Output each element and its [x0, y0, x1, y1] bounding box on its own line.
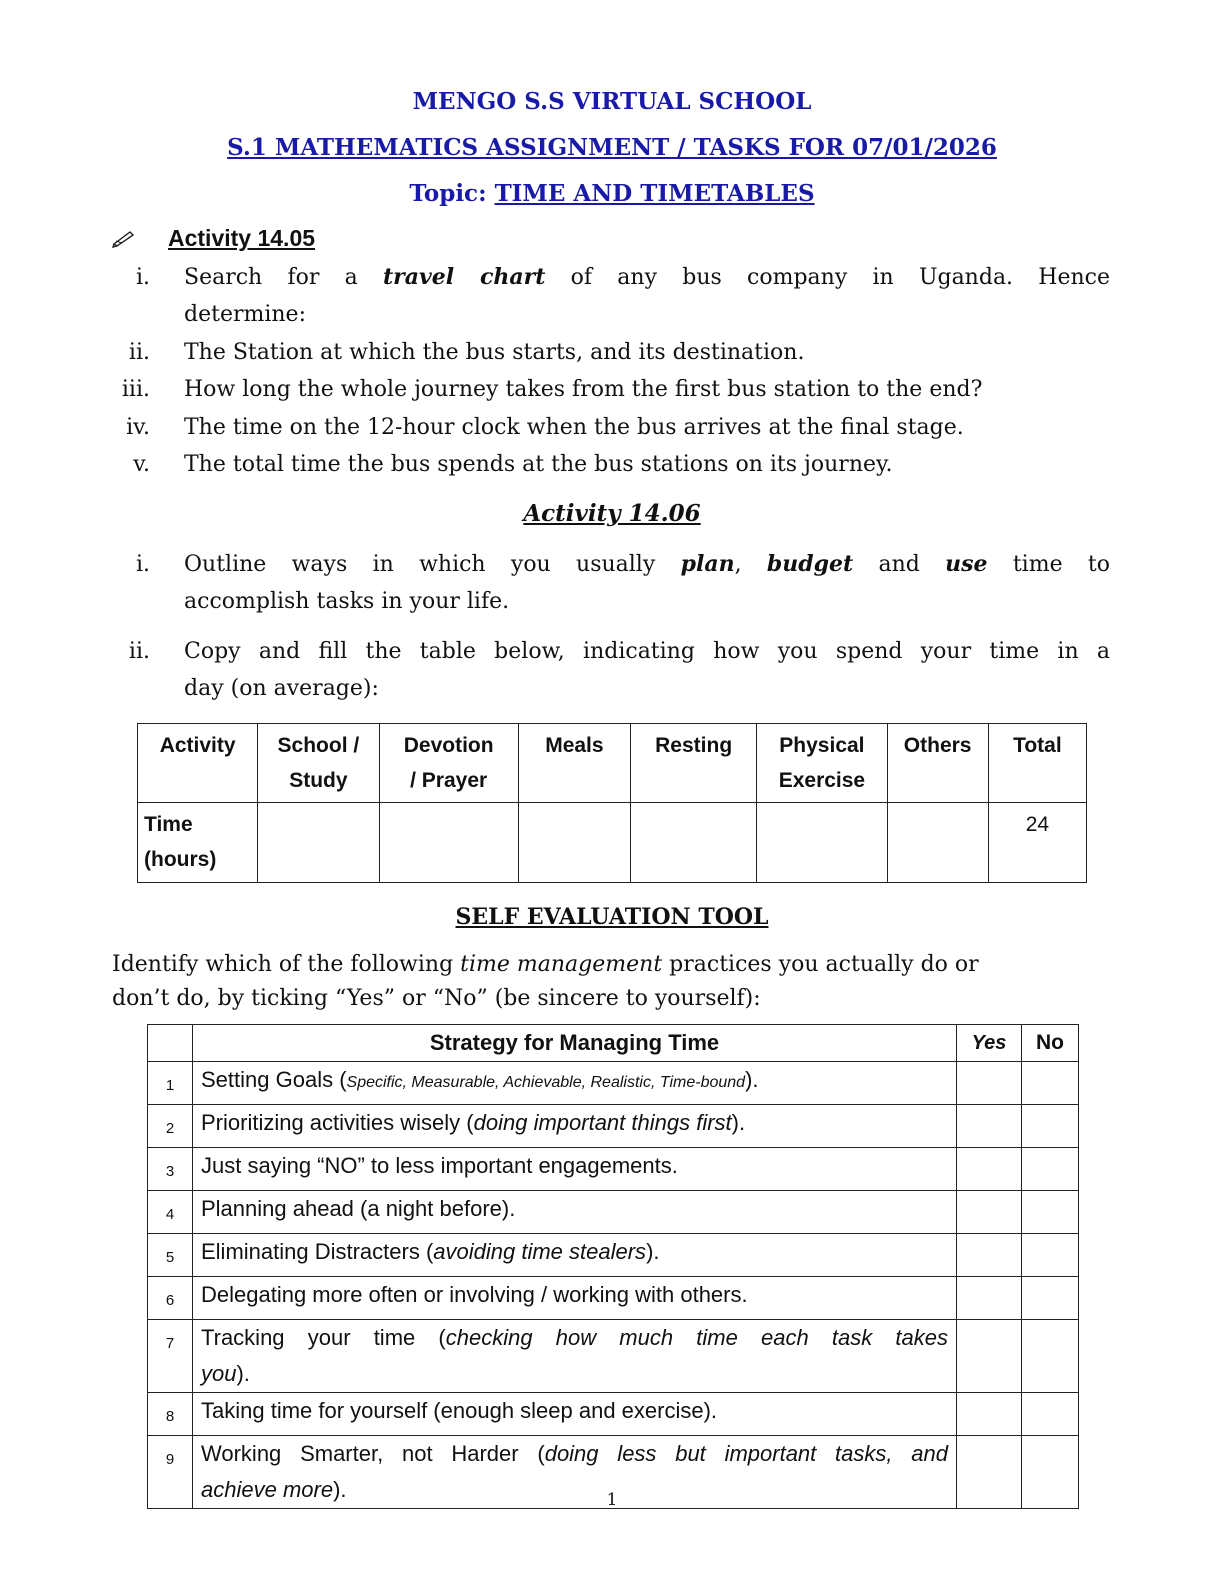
activity-1406-title	[0, 500, 1224, 527]
item-number: i.	[135, 265, 150, 290]
strategy-text-b: ).	[745, 1067, 759, 1092]
strategy-text-a: Eliminating Distracters (	[201, 1239, 434, 1264]
strategy-emphasis-2: achieve more	[201, 1477, 334, 1502]
item-number: iv.	[126, 415, 150, 440]
self-evaluation-title	[0, 904, 1224, 930]
item-number: v.	[133, 452, 150, 477]
strategy-text: Taking time for yourself (enough sleep and exercise).	[193, 1393, 957, 1436]
strategy-emphasis: checking how much time each task takes	[445, 1325, 948, 1350]
no-checkbox-cell[interactable]	[1022, 1393, 1079, 1436]
item-text-a: Outline ways in which you usually	[184, 552, 681, 577]
row-number: 6	[148, 1277, 193, 1320]
cell-resting[interactable]	[631, 803, 757, 883]
topic-value: TIME AND TIMETABLES	[494, 180, 815, 207]
header-text: Study	[289, 769, 348, 792]
header-text: Others	[903, 734, 972, 757]
assignment-title-text: S.1 MATHEMATICS ASSIGNMENT / TASKS FOR 07/01/2026	[227, 134, 997, 161]
header-text: / Prayer	[410, 769, 488, 792]
item-text	[184, 259, 1110, 296]
intro-text-b: practices you actually do or	[662, 952, 979, 977]
strategy-text-a: Working Smarter, not Harder (	[201, 1441, 545, 1466]
yes-checkbox-cell[interactable]	[957, 1191, 1022, 1234]
header-text: Total	[1013, 734, 1062, 757]
yes-checkbox-cell[interactable]	[957, 1234, 1022, 1277]
strategy-emphasis-2: you	[201, 1361, 237, 1386]
yes-checkbox-cell[interactable]	[957, 1148, 1022, 1191]
strategy-line-1	[201, 1436, 948, 1472]
row-label-text: (hours)	[144, 848, 217, 871]
cell-total: 24	[988, 803, 1086, 883]
table-row	[148, 1393, 1079, 1436]
item-text: The time on the 12-hour clock when the bus arrives at the final stage.	[184, 415, 964, 440]
item-text-pre: Search for a	[184, 265, 383, 290]
header-resting	[631, 724, 757, 803]
strategy-emphasis: Specific, Measurable, Achievable, Realistic, Time-bound	[346, 1074, 746, 1091]
item-number: iii.	[121, 377, 150, 402]
table-row	[138, 803, 1087, 883]
strategy-text-b: ).	[333, 1477, 347, 1502]
strategy-text-a: Setting Goals (	[201, 1067, 347, 1092]
cell-meals[interactable]	[518, 803, 630, 883]
header-yes: Yes	[957, 1025, 1022, 1062]
self-evaluation-table	[147, 1024, 1079, 1509]
time-allocation-table	[137, 723, 1087, 883]
header-strategy: Strategy for Managing Time	[193, 1025, 957, 1062]
strategy-text-b: ).	[646, 1239, 660, 1264]
intro-text-line2: don’t do, by ticking “Yes” or “No” (be sincere to yourself):	[112, 986, 761, 1011]
yes-checkbox-cell[interactable]	[957, 1062, 1022, 1105]
row-number: 4	[148, 1191, 193, 1234]
header-physical-exercise	[757, 724, 887, 803]
table-header-row	[148, 1025, 1079, 1062]
table-row	[148, 1320, 1079, 1393]
strategy-text: Planning ahead (a night before).	[193, 1191, 957, 1234]
item-text-post: of any bus company in Uganda. Hence	[545, 265, 1111, 290]
table-row	[148, 1277, 1079, 1320]
row-number: 5	[148, 1234, 193, 1277]
row-label-time-hours	[138, 803, 258, 883]
no-checkbox-cell[interactable]	[1022, 1191, 1079, 1234]
pencil-icon	[112, 228, 142, 254]
strategy-text-b: ).	[236, 1361, 250, 1386]
item-text: How long the whole journey takes from the first bus station to the end?	[184, 377, 983, 402]
item-text-b: ,	[734, 552, 767, 577]
header-total	[988, 724, 1086, 803]
table-row	[148, 1191, 1079, 1234]
yes-checkbox-cell[interactable]	[957, 1277, 1022, 1320]
activity-1405-title: Activity 14.05	[168, 225, 316, 251]
row-label-text: Time	[144, 813, 193, 836]
use-emphasis: use	[945, 551, 988, 577]
school-name: MENGO S.S VIRTUAL SCHOOL	[412, 88, 812, 115]
item-number: i.	[135, 552, 150, 577]
header-number	[148, 1025, 193, 1062]
item-text: The Station at which the bus starts, and its destination.	[184, 340, 805, 365]
strategy-text	[193, 1234, 957, 1277]
row-number: 9	[148, 1436, 193, 1509]
no-checkbox-cell[interactable]	[1022, 1234, 1079, 1277]
yes-checkbox-cell[interactable]	[957, 1393, 1022, 1436]
strategy-text-b: ).	[731, 1110, 746, 1135]
item-text-line2: accomplish tasks in your life.	[184, 589, 510, 614]
header-text: Physical	[779, 734, 865, 757]
header-no: No	[1022, 1025, 1079, 1062]
no-checkbox-cell[interactable]	[1022, 1148, 1079, 1191]
table-row	[148, 1105, 1079, 1148]
header-meals	[518, 724, 630, 803]
item-text-d: time to	[987, 552, 1110, 577]
header-others	[887, 724, 988, 803]
strategy-emphasis: avoiding time stealers	[433, 1239, 647, 1264]
header-activity	[138, 724, 258, 803]
strategy-emphasis: doing important things first	[473, 1110, 732, 1135]
item-text	[184, 546, 1110, 583]
strategy-emphasis: doing less but important tasks, and	[544, 1441, 949, 1466]
cell-school-study[interactable]	[258, 803, 379, 883]
item-text: The total time the bus spends at the bus stations on its journey.	[184, 452, 893, 477]
no-checkbox-cell[interactable]	[1022, 1320, 1079, 1393]
self-evaluation-title-text: SELF EVALUATION TOOL	[455, 904, 769, 930]
yes-checkbox-cell[interactable]	[957, 1105, 1022, 1148]
yes-checkbox-cell[interactable]	[957, 1320, 1022, 1393]
row-number: 8	[148, 1393, 193, 1436]
item-text-line2: determine:	[184, 302, 306, 327]
strategy-text-a: Prioritizing activities wisely (	[201, 1110, 474, 1135]
plan-emphasis: plan	[680, 551, 735, 577]
strategy-line-1	[201, 1320, 948, 1356]
self-evaluation-intro	[112, 948, 1092, 1016]
page-number: 1	[606, 1490, 618, 1510]
assignment-title	[0, 134, 1224, 161]
no-checkbox-cell[interactable]	[1022, 1105, 1079, 1148]
table-row	[148, 1062, 1079, 1105]
strategy-text-a: Tracking your time (	[201, 1325, 446, 1350]
item-number: ii.	[128, 639, 150, 664]
row-number: 7	[148, 1320, 193, 1393]
header-text: Activity	[159, 734, 236, 757]
header-text: Meals	[545, 734, 604, 757]
topic-label: Topic:	[409, 180, 495, 207]
cell-physical-exercise[interactable]	[757, 803, 887, 883]
item-text-c: and	[853, 552, 946, 577]
travel-chart-emphasis: travel chart	[382, 264, 546, 290]
topic-line	[0, 180, 1224, 207]
strategy-line-2	[201, 1356, 948, 1392]
row-number: 3	[148, 1148, 193, 1191]
row-number: 1	[148, 1062, 193, 1105]
item-text-line2: day (on average):	[184, 676, 379, 701]
table-row	[148, 1148, 1079, 1191]
item-text: Copy and fill the table below, indicating how you spend your time in a	[184, 639, 1110, 664]
header-text: School /	[277, 734, 360, 757]
strategy-text	[193, 1105, 957, 1148]
row-number: 2	[148, 1105, 193, 1148]
header-devotion-prayer	[379, 724, 518, 803]
strategy-text	[193, 1062, 957, 1105]
header-text: Devotion	[403, 734, 494, 757]
table-row	[148, 1234, 1079, 1277]
strategy-text: Delegating more often or involving / working with others.	[193, 1277, 957, 1320]
no-checkbox-cell[interactable]	[1022, 1062, 1079, 1105]
cell-devotion-prayer[interactable]	[379, 803, 518, 883]
strategy-text: Just saying “NO” to less important engagements.	[193, 1148, 957, 1191]
no-checkbox-cell[interactable]	[1022, 1277, 1079, 1320]
budget-emphasis: budget	[766, 551, 854, 577]
cell-others[interactable]	[887, 803, 988, 883]
intro-emphasis: time management	[460, 952, 663, 977]
table-header-row	[138, 724, 1087, 803]
header-school-study	[258, 724, 379, 803]
header-text: Exercise	[778, 769, 866, 792]
activity-1406-title-text: Activity 14.06	[523, 500, 701, 527]
item-number: ii.	[128, 340, 150, 365]
intro-text-a: Identify which of the following	[112, 952, 461, 977]
strategy-text	[193, 1320, 957, 1393]
header-text: Resting	[655, 734, 733, 757]
